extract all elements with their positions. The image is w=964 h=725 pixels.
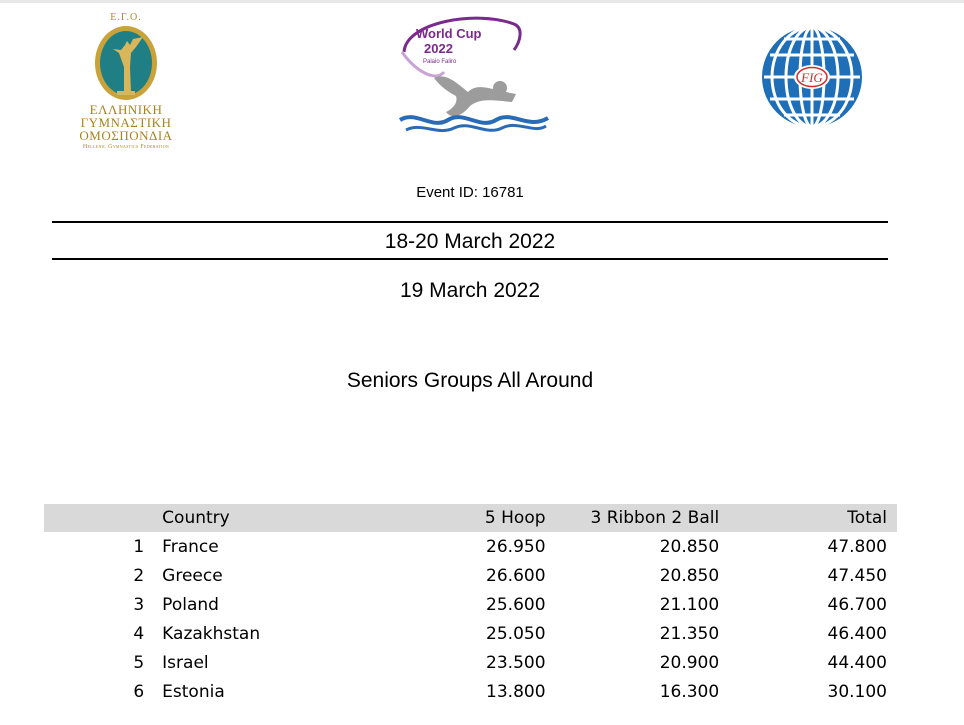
rank-cell: 6 xyxy=(133,681,145,702)
divider-bottom xyxy=(52,258,888,260)
hoop-score-cell: 26.600 xyxy=(486,565,546,586)
rank-cell: 5 xyxy=(133,652,145,673)
table-header-row xyxy=(44,504,897,532)
hoop-score-cell: 25.050 xyxy=(486,623,546,644)
results-table xyxy=(44,504,897,706)
country-cell: Israel xyxy=(162,652,209,673)
total-score-cell: 30.100 xyxy=(827,681,887,702)
rank-cell: 4 xyxy=(133,623,145,644)
fig-logo-text: FIG xyxy=(801,70,823,85)
hoop-score-cell: 23.500 xyxy=(486,652,546,673)
table-row xyxy=(44,590,897,619)
ego-abbreviation: Ε.Γ.Ο. xyxy=(110,12,142,23)
ego-subtitle: Hellenic Gymnastics Federation xyxy=(82,144,170,150)
hoop-score-cell: 25.600 xyxy=(486,594,546,615)
rank-cell: 1 xyxy=(133,536,145,557)
table-row xyxy=(44,561,897,590)
ribbon-ball-score-cell: 20.850 xyxy=(659,536,720,557)
total-score-cell: 46.700 xyxy=(827,594,887,615)
fig-globe-logo xyxy=(760,25,864,129)
world-cup-2022-logo xyxy=(396,12,554,136)
divider-top xyxy=(52,221,888,223)
hoop-score-cell: 26.950 xyxy=(486,536,546,557)
rank-cell: 3 xyxy=(133,594,145,615)
country-cell: France xyxy=(162,536,219,557)
ribbon-ball-score-cell: 21.350 xyxy=(659,623,720,644)
header-3-ribbon-2-ball: 3 Ribbon 2 Ball xyxy=(546,504,720,532)
country-cell: Greece xyxy=(162,565,223,586)
ribbon-ball-score-cell: 20.900 xyxy=(659,652,720,673)
table-row xyxy=(44,532,897,561)
total-score-cell: 47.450 xyxy=(827,565,887,586)
ribbon-ball-score-cell: 20.850 xyxy=(659,565,720,586)
ego-name-line-1: ΕΛΛΗΝΙΚΗ xyxy=(89,102,163,117)
ribbon-ball-score-cell: 21.100 xyxy=(659,594,720,615)
country-cell: Estonia xyxy=(162,681,225,702)
hoop-score-cell: 13.800 xyxy=(486,681,546,702)
top-strip xyxy=(0,0,964,3)
ego-name-line-2: ΓΥΜΝΑΣΤΙΚΗ xyxy=(80,115,172,130)
event-date-range: 18-20 March 2022 xyxy=(384,230,556,253)
total-score-cell: 46.400 xyxy=(827,623,887,644)
table-row xyxy=(44,619,897,648)
winged-victory-emblem-icon xyxy=(91,23,161,103)
competition-day: 19 March 2022 xyxy=(399,279,541,302)
total-score-cell: 44.400 xyxy=(827,652,887,673)
worldcup-line-2: 2022 xyxy=(424,41,453,56)
header-rank xyxy=(44,504,162,532)
table-row xyxy=(44,648,897,677)
total-score-cell: 47.800 xyxy=(827,536,887,557)
header-total: Total xyxy=(719,504,897,532)
rank-cell: 2 xyxy=(133,565,145,586)
table-row xyxy=(44,677,897,706)
country-cell: Kazakhstan xyxy=(162,623,261,644)
worldcup-line-1: World Cup xyxy=(416,26,482,41)
ribbon-ball-score-cell: 16.300 xyxy=(659,681,720,702)
competition-title: Seniors Groups All Around xyxy=(346,369,594,392)
event-id: Event ID: 16781 xyxy=(416,184,524,201)
country-cell: Poland xyxy=(162,594,219,615)
hellenic-gymnastics-federation-logo xyxy=(58,12,194,150)
worldcup-line-3: Palaio Faliro xyxy=(423,59,457,65)
ego-name-line-3: ΟΜΟΣΠΟΝΔΙΑ xyxy=(79,128,173,143)
header-country: Country xyxy=(162,504,370,532)
header-5-hoop: 5 Hoop xyxy=(370,504,546,532)
